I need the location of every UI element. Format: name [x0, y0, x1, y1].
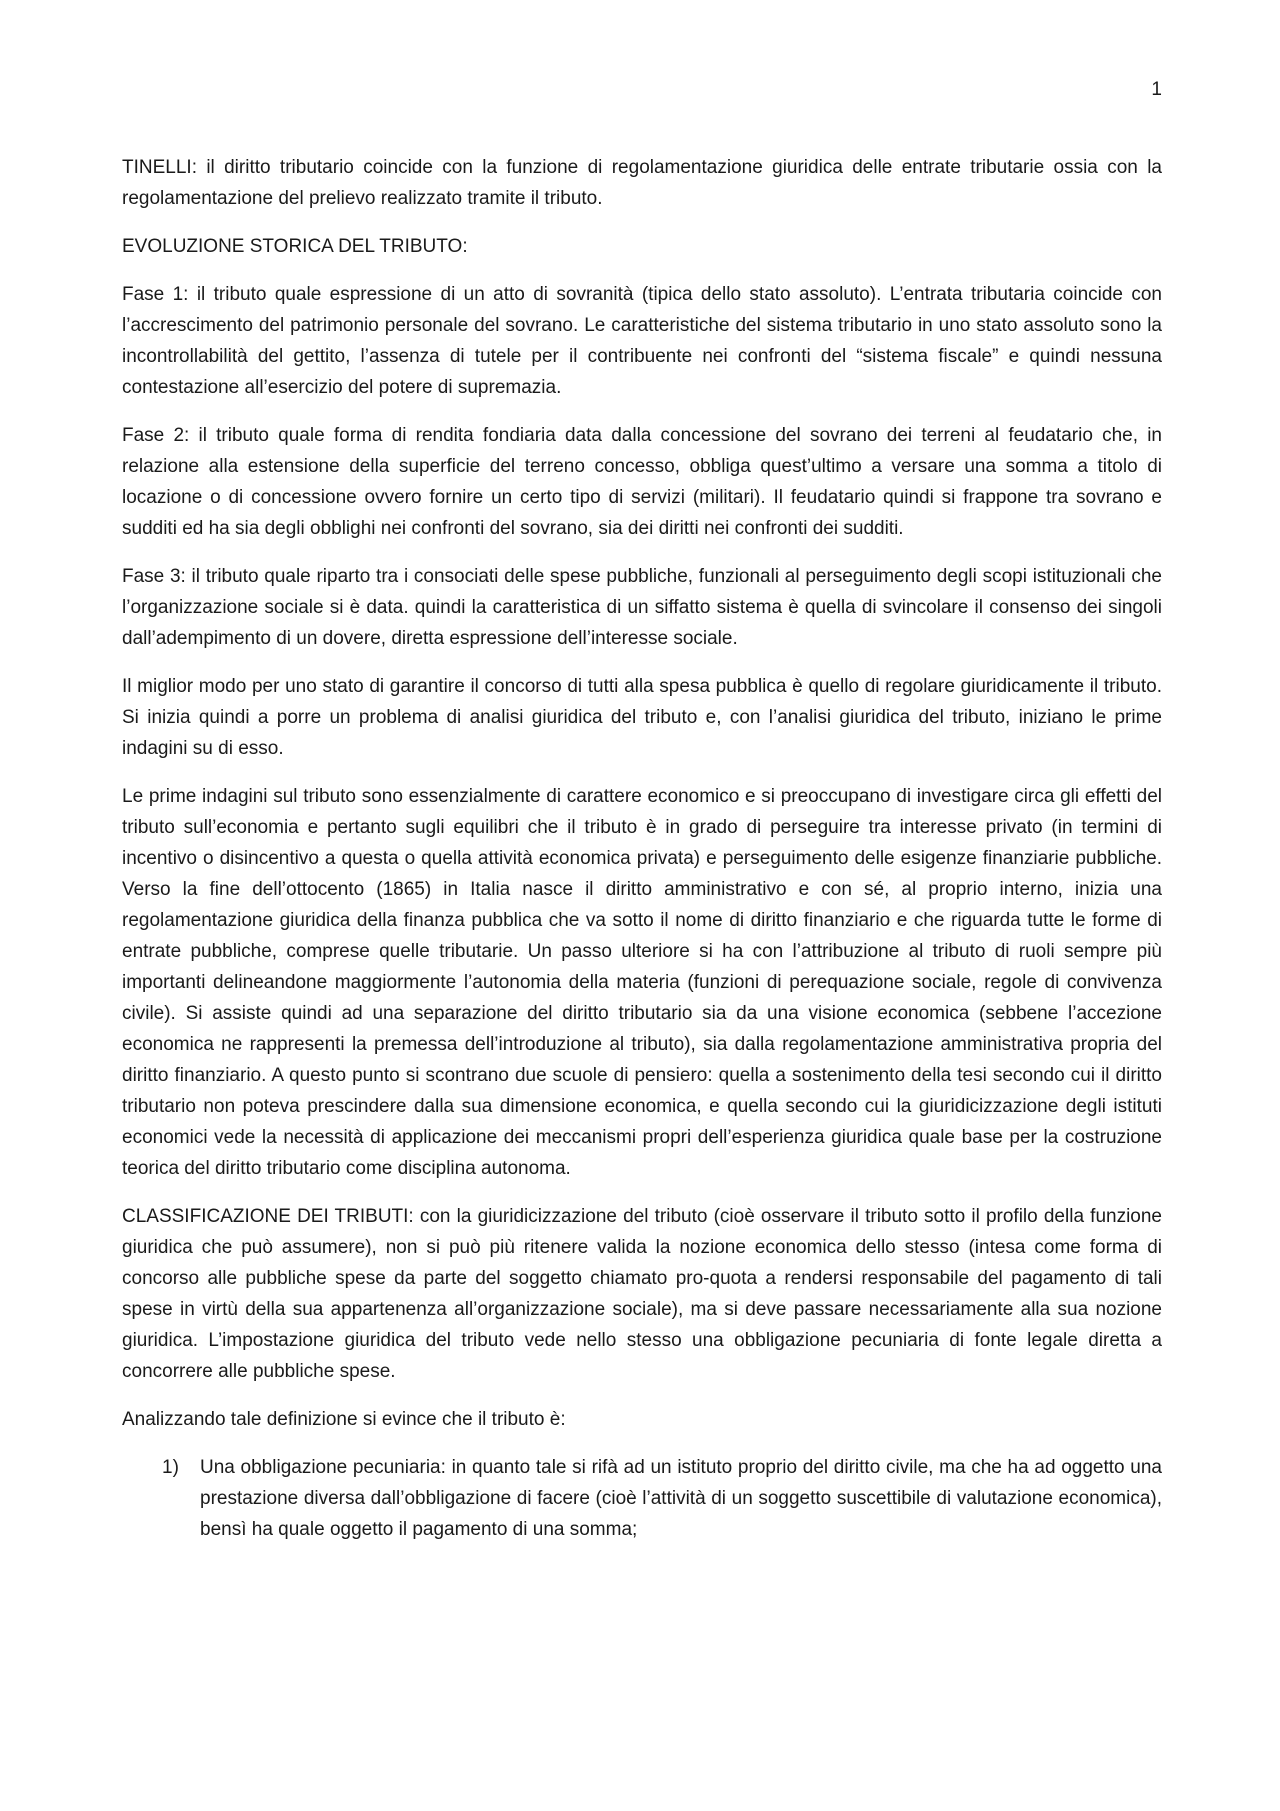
document-body	[122, 152, 1162, 1562]
paragraph-fase-3: Fase 3: il tributo quale riparto tra i consociati delle spese pubbliche, funzionali al perseguimento degli scopi istituzionali che l’organizzazione sociale si è data. quindi la caratteristica di un siffatto sistema è quella di svincolare il consenso dei singoli dall’adempimento di un dovere, diretta espressione dell’interesse sociale.	[122, 566, 1162, 649]
paragraph-fase-1: Fase 1: il tributo quale espressione di un atto di sovranità (tipica dello stato assoluto). L’entrata tributaria coincide con l’accrescimento del patrimonio personale del sovrano. Le caratteristiche del sistema tributario in uno stato assoluto sono la incontrollabilità del gettito, l’assenza di tutele per il contribuente nei confronti del “sistema fiscale” e quindi nessuna contestazione all’esercizio del potere di supremazia.	[122, 284, 1162, 398]
page-number: 1	[1151, 79, 1162, 100]
numbered-list	[122, 1452, 1162, 1545]
list-item-marker: 1)	[162, 1457, 179, 1478]
section-heading-evoluzione: EVOLUZIONE STORICA DEL TRIBUTO:	[122, 236, 468, 257]
paragraph-fase-2: Fase 2: il tributo quale forma di rendita fondiaria data dalla concessione del sovrano dei terreni al feudatario che, in relazione alla estensione della superficie del terreno concesso, obbliga quest’ultimo a versare una somma a titolo di locazione o di concessione ovvero fornire un certo tipo di servizi (militari). Il feudatario quindi si frappone tra sovrano e sudditi ed ha sia degli obblighi nei confronti del sovrano, sia dei diritti nei confronti dei sudditi.	[122, 425, 1162, 539]
paragraph-miglior-modo: Il miglior modo per uno stato di garantire il concorso di tutti alla spesa pubblica è quello di regolare giuridicamente il tributo. Si inizia quindi a porre un problema di analisi giuridica del tributo e, con l’analisi giuridica del tributo, iniziano le prime indagini su di esso.	[122, 676, 1162, 759]
list-item	[122, 1452, 1162, 1545]
paragraph-classificazione: CLASSIFICAZIONE DEI TRIBUTI: con la giuridicizzazione del tributo (cioè osservare il tributo sotto il profilo della funzione giuridica che può assumere), non si può più ritenere valida la nozione economica dello stesso (intesa come forma di concorso alle pubbliche spese da parte del soggetto chiamato pro-quota a rendersi responsabile del pagamento di tali spese in virtù della sua appartenenza all’organizzazione sociale), ma si deve passare necessariamente alla sua nozione giuridica. L’impostazione giuridica del tributo vede nello stesso una obbligazione pecuniaria di fonte legale diretta a concorrere alle pubbliche spese.	[122, 1206, 1162, 1382]
paragraph-prime-indagini: Le prime indagini sul tributo sono essenzialmente di carattere economico e si preoccupano di investigare circa gli effetti del tributo sull’economia e pertanto sugli equilibri che il tributo è in grado di perseguire tra interesse privato (in termini di incentivo o disincentivo a questa o quella attività economica privata) e perseguimento delle esigenze finanziarie pubbliche. Verso la fine dell’ottocento (1865) in Italia nasce il diritto amministrativo e con sé, al proprio interno, inizia una regolamentazione giuridica della finanza pubblica che va sotto il nome di diritto finanziario e che riguarda tutte le forme di entrate pubbliche, comprese quelle tributarie. Un passo ulteriore si ha con l’attribuzione al tributo di ruoli sempre più importanti delineandone maggiormente l’autonomia della materia (funzioni di perequazione sociale, regole di convivenza civile). Si assiste quindi ad una separazione del diritto tributario sia da una visione economica (sebbene l’accezione economica ne rappresenti la premessa dell’introduzione al tributo), sia dalla regolamentazione amministrativa propria del diritto finanziario. A questo punto si scontrano due scuole di pensiero: quella a sostenimento della tesi secondo cui il diritto tributario non poteva prescindere dalla sua dimensione economica, e quella secondo cui la giuridicizzazione degli istituti economici vede la necessità di applicazione dei meccanismi propri dell’esperienza giuridica quale base per la costruzione teorica del diritto tributario come disciplina autonoma.	[122, 786, 1162, 1179]
paragraph-tinelli-definition: TINELLI: il diritto tributario coincide con la funzione di regolamentazione giuridica delle entrate tributarie ossia con la regolamentazione del prelievo realizzato tramite il tributo.	[122, 157, 1162, 209]
paragraph-analizzando: Analizzando tale definizione si evince che il tributo è:	[122, 1409, 566, 1430]
list-item-text: Una obbligazione pecuniaria: in quanto tale si rifà ad un istituto proprio del diritto civile, ma che ha ad oggetto una prestazione diversa dall’obbligazione di facere (cioè l’attività di un soggetto suscettibile di valutazione economica), bensì ha quale oggetto il pagamento di una somma;	[200, 1457, 1162, 1540]
